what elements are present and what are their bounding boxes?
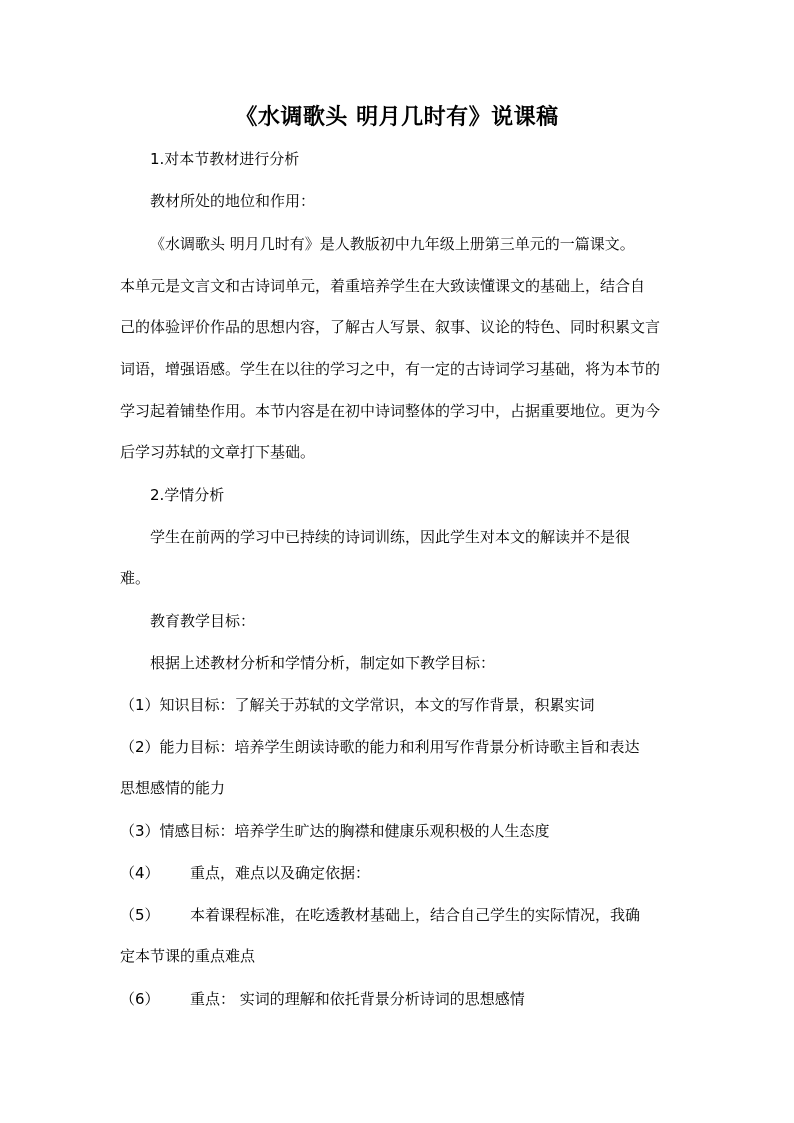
goal-item-number: （3） xyxy=(120,822,160,840)
goal-item-number: （6） xyxy=(120,990,160,1008)
para1-line: 本单元是文言文和古诗词单元，着重培养学生在大致读懂课文的基础上，结合自 xyxy=(120,277,646,295)
goal-item-number: （1） xyxy=(120,696,160,714)
para2-line: 学生在前两的学习中已持续的诗词训练，因此学生对本文的解读并不是很 xyxy=(150,528,631,546)
para1-line: 词语，增强语感。学生在以往的学习之中，有一定的古诗词学习基础，将为本节的 xyxy=(120,360,661,378)
goal-item-text: 能力目标：培养学生朗读诗歌的能力和利用写作背景分析诗歌主旨和表达 xyxy=(159,738,640,756)
goal-item-2-continuation: 思想感情的能力 xyxy=(120,779,226,797)
para1-line: 己的体验评价作品的思想内容，了解古人写景、叙事、议论的特色、同时积累文言 xyxy=(120,318,661,336)
goal-item-4 xyxy=(120,862,370,884)
goal-item-number: （5） xyxy=(120,906,160,924)
goals-heading: 教育教学目标： xyxy=(150,612,256,630)
goal-item-5-continuation: 定本节课的重点难点 xyxy=(120,947,256,965)
section1-heading: 1.对本节教材进行分析 xyxy=(150,150,300,168)
goal-item-5 xyxy=(120,904,640,926)
goal-item-number: （4） xyxy=(120,864,160,882)
para1-line: 学习起着铺垫作用。本节内容是在初中诗词整体的学习中，占据重要地位。更为今 xyxy=(120,402,661,420)
goal-item-text: 知识目标：了解关于苏轼的文学常识，本文的写作背景，积累实词 xyxy=(159,696,595,714)
goal-item-text: 重点，难点以及确定依据： xyxy=(190,864,371,882)
goal-item-3 xyxy=(120,820,550,842)
section2-heading: 2.学情分析 xyxy=(150,486,225,504)
document-title: 《水调歌头 明月几时有》说课稿 xyxy=(235,104,559,130)
goal-item-6 xyxy=(120,988,525,1010)
goal-item-text: 情感目标：培养学生旷达的胸襟和健康乐观积极的人生态度 xyxy=(159,822,550,840)
goal-item-2 xyxy=(120,736,640,758)
para1-line: 后学习苏轼的文章打下基础。 xyxy=(120,443,316,461)
goals-intro: 根据上述教材分析和学情分析，制定如下教学目标： xyxy=(150,654,496,672)
goal-item-text: 本着课程标准，在吃透教材基础上，结合自己学生的实际情况，我确 xyxy=(190,906,641,924)
section1-subheading: 教材所处的地位和作用： xyxy=(150,192,316,210)
goal-item-1 xyxy=(120,694,595,716)
goal-item-text: 重点： 实词的理解和依托背景分析诗词的思想感情 xyxy=(190,990,525,1008)
para2-line: 难。 xyxy=(120,569,151,587)
para1-line: 《水调歌头 明月几时有》是人教版初中九年级上册第三单元的一篇课文。 xyxy=(150,235,635,253)
goal-item-number: （2） xyxy=(120,738,160,756)
